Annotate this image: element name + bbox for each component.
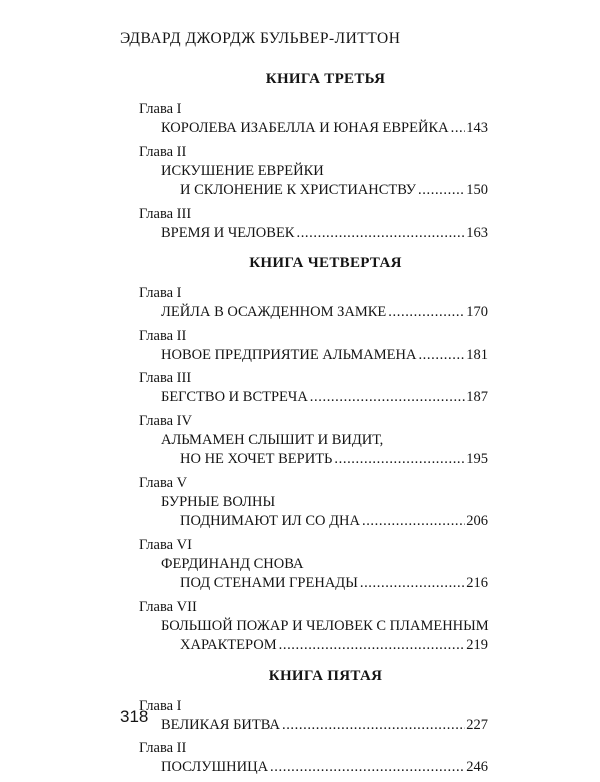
dot-leader (418, 181, 465, 201)
chapter-title: КОРОЛЕВА ИЗАБЕЛЛА И ЮНАЯ ЕВРЕЙКА (161, 120, 449, 136)
chapter-title-row (139, 224, 488, 244)
chapter-page-number: 219 (466, 637, 488, 653)
chapter-title-line: БУРНЫЕ ВОЛНЫ (161, 493, 276, 510)
chapter-label: Глава I (139, 697, 182, 714)
chapter-title-row (139, 574, 488, 594)
chapter-title: ВРЕМЯ И ЧЕЛОВЕК (161, 224, 295, 241)
dot-leader (310, 388, 465, 408)
chapter-title: НОВОЕ ПРЕДПРИЯТИЕ АЛЬМАМЕНА (161, 346, 417, 363)
toc-entry (139, 474, 488, 532)
chapter-title-row (139, 303, 488, 323)
dot-leader (451, 119, 466, 139)
chapter-label: Глава III (139, 370, 192, 386)
chapter-title-row (139, 119, 488, 139)
toc-entry (139, 205, 488, 244)
toc-entry (139, 412, 488, 470)
chapter-title-row (139, 388, 488, 408)
book-section (139, 70, 488, 243)
toc-entry (139, 327, 488, 366)
toc-entry (139, 143, 488, 201)
chapter-title: ПОД СТЕНАМИ ГРЕНАДЫ (180, 575, 358, 591)
chapter-label: Глава IV (139, 412, 192, 429)
chapter-title: НО НЕ ХОЧЕТ ВЕРИТЬ (180, 451, 333, 467)
chapter-label: Глава II (139, 740, 187, 756)
chapter-title-row (139, 758, 488, 778)
toc-entry (139, 284, 488, 323)
chapter-page-number: 195 (466, 451, 488, 467)
toc-entry (139, 100, 488, 139)
book-title: КНИГА ПЯТАЯ (268, 667, 383, 684)
chapter-title-row (139, 181, 488, 201)
table-of-contents (139, 70, 488, 782)
page-number: 318 (120, 707, 149, 726)
chapter-title: ВЕЛИКАЯ БИТВА (161, 716, 280, 733)
chapter-label: Глава VI (139, 536, 192, 553)
chapter-label: Глава V (139, 474, 188, 491)
book-section (139, 667, 488, 778)
chapter-label: Глава VII (139, 598, 197, 615)
book-section (139, 254, 488, 656)
dot-leader (334, 450, 465, 470)
chapter-title-row (139, 716, 488, 736)
chapter-label: Глава I (139, 101, 182, 117)
chapter-title-row (139, 636, 488, 656)
chapter-page-number: 227 (466, 716, 488, 733)
chapter-page-number: 216 (466, 575, 488, 591)
chapter-label: Глава II (139, 327, 187, 344)
chapter-title: ПОДНИМАЮТ ИЛ СО ДНА (180, 513, 360, 529)
chapter-title-row (139, 512, 488, 532)
chapter-title-row (139, 346, 488, 366)
chapter-title-line: БОЛЬШОЙ ПОЖАР И ЧЕЛОВЕК С ПЛАМЕННЫМ (161, 617, 489, 634)
chapter-page-number: 163 (466, 224, 488, 241)
book-title: КНИГА ЧЕТВЕРТАЯ (249, 255, 402, 271)
dot-leader (282, 716, 465, 736)
chapter-page-number: 187 (466, 389, 488, 405)
dot-leader (362, 512, 465, 532)
chapter-label: Глава II (139, 143, 187, 160)
chapter-page-number: 150 (466, 182, 488, 198)
toc-entry (139, 739, 488, 778)
chapter-page-number: 181 (466, 346, 488, 363)
chapter-title: И СКЛОНЕНИЕ К ХРИСТИАНСТВУ (180, 182, 417, 198)
toc-entry (139, 369, 488, 408)
chapter-title: ПОСЛУШНИЦА (161, 759, 269, 775)
dot-leader (270, 758, 465, 778)
chapter-page-number: 206 (466, 513, 488, 529)
book-title: КНИГА ТРЕТЬЯ (265, 71, 386, 87)
chapter-title: ЛЕЙЛА В ОСАЖДЕННОМ ЗАМКЕ (161, 304, 387, 320)
chapter-title-row (139, 450, 488, 470)
chapter-label: Глава I (139, 285, 182, 301)
chapter-title: ХАРАКТЕРОМ (180, 637, 277, 653)
toc-entry (139, 598, 488, 656)
chapter-title-line: ФЕРДИНАНД СНОВА (161, 555, 304, 572)
chapter-title: БЕГСТВО И ВСТРЕЧА (161, 389, 308, 405)
toc-entry (139, 697, 488, 736)
chapter-page-number: 170 (466, 304, 488, 320)
dot-leader (279, 636, 466, 656)
dot-leader (360, 574, 465, 594)
dot-leader (418, 346, 465, 366)
chapter-page-number: 246 (466, 759, 488, 775)
dot-leader (296, 224, 465, 244)
dot-leader (388, 303, 465, 323)
running-head: ЭДВАРД ДЖОРДЖ БУЛЬВЕР-ЛИТТОН (120, 30, 401, 47)
chapter-label: Глава III (139, 205, 192, 222)
chapter-page-number: 143 (466, 120, 488, 136)
chapter-title-line: АЛЬМАМЕН СЛЫШИТ И ВИДИТ, (161, 431, 384, 448)
chapter-title-line: ИСКУШЕНИЕ ЕВРЕЙКИ (161, 162, 324, 179)
toc-entry (139, 536, 488, 594)
